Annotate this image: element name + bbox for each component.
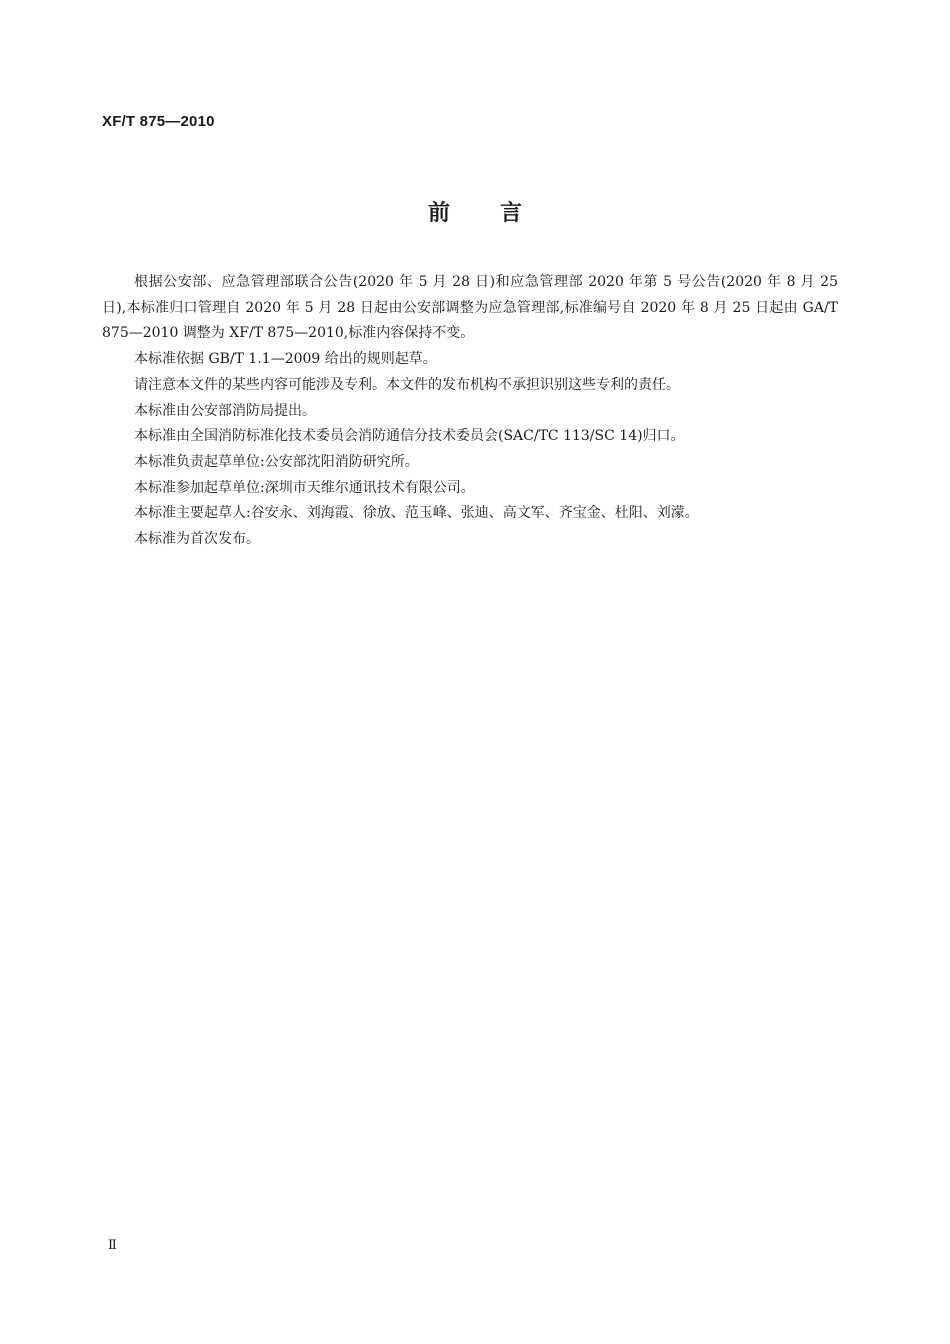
paragraph-first-release: 本标准为首次发布。 (134, 531, 260, 548)
page-number: Ⅱ (108, 1238, 117, 1253)
foreword-body (102, 270, 838, 553)
paragraph-lead-drafter-unit: 本标准负责起草单位:公安部沈阳消防研究所。 (134, 453, 419, 470)
page-title: 前言 (427, 201, 572, 226)
paragraph-participating-unit: 本标准参加起草单位:深圳市天维尔通讯技术有限公司。 (134, 479, 475, 496)
paragraph-drafting-rules: 本标准依据 GB/T 1.1—2009 给出的规则起草。 (134, 351, 437, 368)
paragraph-adjustment-notice: 根据公安部、应急管理部联合公告(2020 年 5 月 28 日)和应急管理部 2020 年第 5 号公告(2020 年 8 月 25 日),本标准归口管理自 2020 年 5 月 28 日起由公安部调整为应急管理部,标准编号自 2020 年 8 月 25 日起由 GA/T 875—2010 调整为 XF/T 875—2010,标准内容保持不变。 (102, 274, 838, 342)
paragraph-patent-notice: 请注意本文件的某些内容可能涉及专利。本文件的发布机构不承担识别这些专利的责任。 (134, 376, 680, 393)
standard-code: XF/T 875—2010 (102, 113, 215, 130)
paragraph-proposer: 本标准由公安部消防局提出。 (134, 402, 316, 419)
paragraph-technical-committee: 本标准由全国消防标准化技术委员会消防通信分技术委员会(SAC/TC 113/SC 14)归口。 (134, 428, 685, 445)
paragraph-main-drafters: 本标准主要起草人:谷安永、刘海霞、徐放、范玉峰、张迪、高文军、齐宝金、杜阳、刘濛。 (134, 505, 699, 522)
